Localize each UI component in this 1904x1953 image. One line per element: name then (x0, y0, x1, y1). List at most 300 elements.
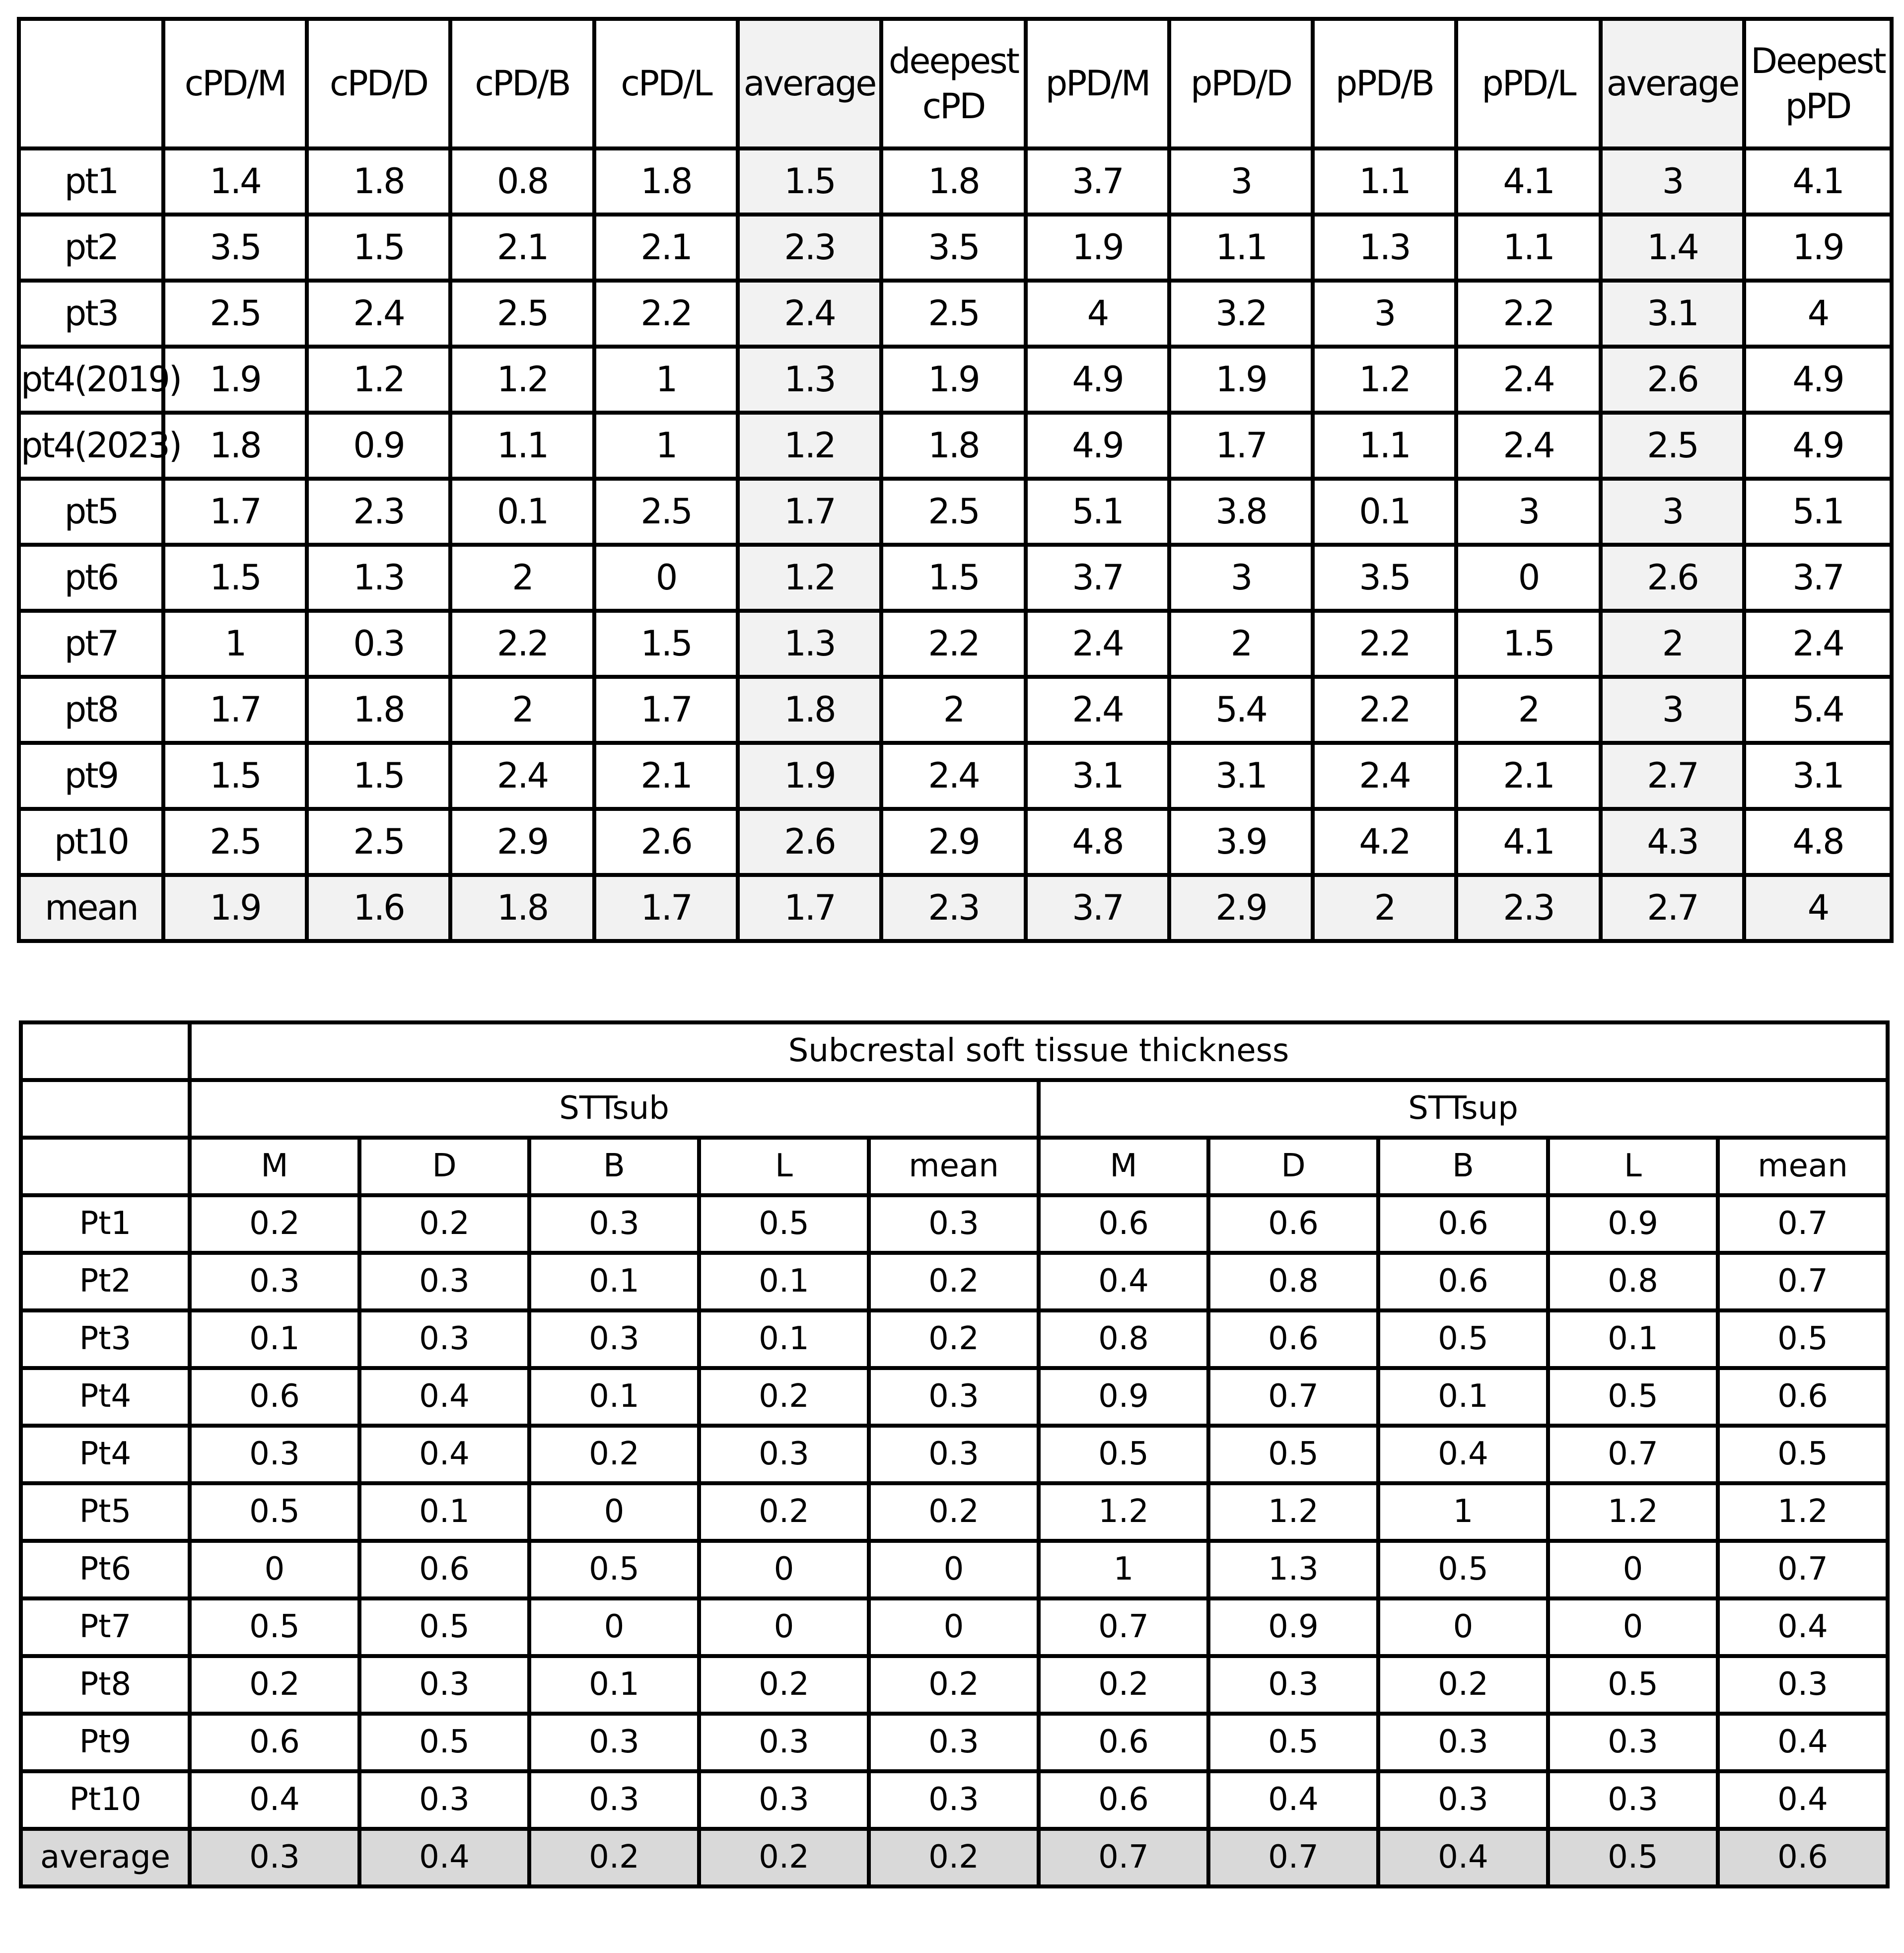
pd-cell: 1.5 (1456, 611, 1601, 677)
stt-cell: 0.3 (1718, 1656, 1888, 1714)
pd-cell: 3.7 (1026, 148, 1169, 215)
stt-cell: 0.7 (1208, 1368, 1378, 1426)
stt-cell: 0.2 (190, 1195, 359, 1253)
pd-cell: 2 (881, 677, 1026, 743)
stt-cell: 1.2 (1548, 1483, 1718, 1541)
stt-cell: 1.2 (1208, 1483, 1378, 1541)
stt-cell: 0.5 (1718, 1426, 1888, 1483)
pd-mean-cell: 2.3 (1456, 875, 1601, 941)
stt-table-row (21, 1195, 1888, 1253)
stt-cell: 0.3 (190, 1426, 359, 1483)
stt-corner-cell (21, 1080, 190, 1138)
pd-cell: 4 (1744, 281, 1892, 347)
pd-mean-cell: 1.7 (738, 875, 881, 941)
pd-cell: 2 (1169, 611, 1313, 677)
stt-cell: 0.2 (699, 1483, 869, 1541)
pd-cell: 2.1 (594, 215, 738, 281)
pd-mean-cell: 3.7 (1026, 875, 1169, 941)
stt-cell: 0 (869, 1598, 1039, 1656)
pd-table-row (19, 281, 1892, 347)
stt-row-label: Pt10 (21, 1771, 190, 1829)
stt-row-label: Pt4 (21, 1368, 190, 1426)
pd-cell: 4.1 (1456, 148, 1601, 215)
pd-cell: 0.3 (307, 611, 450, 677)
stt-cell: 0.3 (1548, 1714, 1718, 1771)
stt-cell: 0.5 (699, 1195, 869, 1253)
stt-cell: 0.5 (190, 1483, 359, 1541)
stt-cell: 0.2 (1378, 1656, 1548, 1714)
pd-cell: 2.4 (1456, 347, 1601, 413)
pd-cell: 2.6 (738, 809, 881, 875)
stt-cell: 0.6 (1039, 1714, 1208, 1771)
pd-cell: 1.7 (1169, 413, 1313, 479)
stt-cell: 0.4 (1208, 1771, 1378, 1829)
pd-cell: 4.9 (1026, 413, 1169, 479)
stt-cell: 0.6 (1039, 1771, 1208, 1829)
stt-column-header: mean (1718, 1138, 1888, 1195)
pd-cell: 1.8 (307, 148, 450, 215)
stt-row-label: Pt9 (21, 1714, 190, 1771)
pd-cell: 3 (1169, 545, 1313, 611)
stt-cell: 1 (1378, 1483, 1548, 1541)
stt-cell: 0.3 (529, 1195, 699, 1253)
stt-cell: 0.1 (190, 1310, 359, 1368)
stt-cell: 0.5 (359, 1598, 529, 1656)
stt-cell: 0.3 (1548, 1771, 1718, 1829)
stt-average-cell: 0.2 (699, 1829, 869, 1886)
stt-row-label: Pt4 (21, 1426, 190, 1483)
pd-mean-row (19, 875, 1892, 941)
pd-cell: 0.8 (450, 148, 594, 215)
pd-cell: 1.3 (738, 611, 881, 677)
stt-row-label: Pt7 (21, 1598, 190, 1656)
stt-cell: 0.5 (1039, 1426, 1208, 1483)
stt-corner-cell (21, 1022, 190, 1080)
pd-mean-cell: 1.6 (307, 875, 450, 941)
stt-cell: 0.4 (359, 1368, 529, 1426)
pd-table-row (19, 809, 1892, 875)
stt-column-header: D (1208, 1138, 1378, 1195)
pd-column-header: average (1601, 19, 1744, 148)
stt-cell: 0.6 (359, 1541, 529, 1598)
stt-cell: 0.3 (1208, 1656, 1378, 1714)
stt-cell: 0.5 (359, 1714, 529, 1771)
pd-cell: 1.8 (307, 677, 450, 743)
pd-cell: 1.8 (594, 148, 738, 215)
stt-cell: 0.1 (529, 1368, 699, 1426)
pd-cell: 3.7 (1026, 545, 1169, 611)
pd-mean-cell: 2.3 (881, 875, 1026, 941)
stt-cell: 0.1 (1548, 1310, 1718, 1368)
pd-table-row (19, 743, 1892, 809)
pd-cell: 2.5 (1601, 413, 1744, 479)
stt-cell: 1.2 (1718, 1483, 1888, 1541)
pd-column-header: cPD/B (450, 19, 594, 148)
pd-cell: 3.1 (1026, 743, 1169, 809)
stt-row-label: Pt8 (21, 1656, 190, 1714)
pd-cell: 2 (1601, 611, 1744, 677)
pd-row-label: pt10 (19, 809, 163, 875)
pd-cell: 1.7 (594, 677, 738, 743)
pd-cell: 3.1 (1169, 743, 1313, 809)
stt-average-cell: 0.5 (1548, 1829, 1718, 1886)
pd-cell: 2.4 (1026, 611, 1169, 677)
pd-cell: 4.8 (1026, 809, 1169, 875)
pd-table-row (19, 611, 1892, 677)
stt-cell: 0.6 (1378, 1253, 1548, 1310)
stt-cell: 0.4 (1039, 1253, 1208, 1310)
stt-cell: 0.3 (190, 1253, 359, 1310)
stt-average-cell: 0.2 (529, 1829, 699, 1886)
pd-cell: 2.5 (594, 479, 738, 545)
pd-table-row (19, 545, 1892, 611)
stt-table-row (21, 1253, 1888, 1310)
stt-cell: 0.4 (190, 1771, 359, 1829)
pd-cell: 4.9 (1026, 347, 1169, 413)
stt-column-header: M (1039, 1138, 1208, 1195)
stt-cell: 0 (1548, 1541, 1718, 1598)
stt-cell: 0.1 (529, 1253, 699, 1310)
stt-cell: 0.5 (1718, 1310, 1888, 1368)
stt-table-row (21, 1598, 1888, 1656)
stt-cell: 0.5 (1208, 1714, 1378, 1771)
stt-table-row (21, 1541, 1888, 1598)
stt-column-header: L (1548, 1138, 1718, 1195)
stt-cell: 0.2 (699, 1656, 869, 1714)
pd-cell: 3 (1456, 479, 1601, 545)
pd-cell: 1.7 (738, 479, 881, 545)
stt-cell: 0.4 (359, 1426, 529, 1483)
stt-column-header: B (1378, 1138, 1548, 1195)
stt-cell: 0.5 (1378, 1541, 1548, 1598)
pd-cell: 3.5 (1313, 545, 1456, 611)
pd-mean-cell: 2 (1313, 875, 1456, 941)
pd-cell: 0 (594, 545, 738, 611)
stt-cell: 0.6 (1718, 1368, 1888, 1426)
pd-cell: 2.4 (1456, 413, 1601, 479)
pd-cell: 3 (1169, 148, 1313, 215)
stt-row-label: Pt5 (21, 1483, 190, 1541)
stt-cell: 0.4 (1718, 1771, 1888, 1829)
pd-cell: 2 (1456, 677, 1601, 743)
pd-row-label: pt7 (19, 611, 163, 677)
pd-cell: 1.9 (738, 743, 881, 809)
pd-cell: 1.1 (450, 413, 594, 479)
stt-cell: 0.3 (869, 1771, 1039, 1829)
stt-subheader-row (21, 1138, 1888, 1195)
stt-cell: 0.8 (1208, 1253, 1378, 1310)
stt-cell: 0.7 (1548, 1426, 1718, 1483)
stt-cell: 0.2 (869, 1656, 1039, 1714)
pd-cell: 1.5 (594, 611, 738, 677)
pd-row-label: pt3 (19, 281, 163, 347)
stt-average-row (21, 1829, 1888, 1886)
pd-cell: 2 (450, 677, 594, 743)
pd-cell: 2.2 (1313, 611, 1456, 677)
stt-cell: 0.4 (1378, 1426, 1548, 1483)
stt-cell: 0 (1548, 1598, 1718, 1656)
stt-column-header: B (529, 1138, 699, 1195)
pd-cell: 2.5 (881, 479, 1026, 545)
pd-cell: 1.1 (1456, 215, 1601, 281)
stt-average-cell: 0.2 (869, 1829, 1039, 1886)
pd-column-header: average (738, 19, 881, 148)
pd-table-row (19, 677, 1892, 743)
pd-cell: 1.7 (163, 677, 307, 743)
pd-cell: 2.1 (450, 215, 594, 281)
stt-cell: 0.1 (1378, 1368, 1548, 1426)
stt-cell: 0.2 (359, 1195, 529, 1253)
stt-table-row (21, 1483, 1888, 1541)
pd-cell: 2.2 (450, 611, 594, 677)
pd-cell: 3 (1601, 677, 1744, 743)
stt-average-cell: 0.6 (1718, 1829, 1888, 1886)
pd-column-header: Deepest pPD (1744, 19, 1892, 148)
pd-cell: 1.4 (163, 148, 307, 215)
pd-mean-cell: 2.7 (1601, 875, 1744, 941)
pd-cell: 2.1 (1456, 743, 1601, 809)
pd-cell: 2.5 (163, 281, 307, 347)
stt-average-cell: 0.3 (190, 1829, 359, 1886)
pd-cell: 1.9 (1026, 215, 1169, 281)
stt-table-row (21, 1656, 1888, 1714)
stt-column-header: mean (869, 1138, 1039, 1195)
stt-cell: 0.3 (699, 1714, 869, 1771)
pd-cell: 5.4 (1169, 677, 1313, 743)
pd-cell: 2.6 (1601, 545, 1744, 611)
pd-cell: 2.5 (450, 281, 594, 347)
stt-cell: 0.3 (359, 1253, 529, 1310)
pd-cell: 1 (594, 413, 738, 479)
stt-table-title: Subcrestal soft tissue thickness (190, 1022, 1888, 1080)
pd-cell: 1.8 (881, 148, 1026, 215)
stt-cell: 0.3 (529, 1714, 699, 1771)
stt-cell: 0.3 (869, 1426, 1039, 1483)
pd-cell: 1.3 (1313, 215, 1456, 281)
pd-cell: 1.2 (738, 413, 881, 479)
pd-cell: 1.9 (163, 347, 307, 413)
stt-cell: 0.3 (529, 1310, 699, 1368)
pd-cell: 2.3 (738, 215, 881, 281)
stt-cell: 0.2 (869, 1483, 1039, 1541)
stt-cell: 0.2 (1039, 1656, 1208, 1714)
stt-cell: 0.6 (190, 1714, 359, 1771)
pd-cell: 2.4 (307, 281, 450, 347)
pd-cell: 5.1 (1026, 479, 1169, 545)
stt-cell: 0.8 (1548, 1253, 1718, 1310)
pd-cell: 2.7 (1601, 743, 1744, 809)
probing-depth-table (17, 17, 1894, 943)
pd-cell: 2.4 (1313, 743, 1456, 809)
pd-mean-cell: 1.7 (594, 875, 738, 941)
stt-table-row (21, 1310, 1888, 1368)
stt-cell: 1.2 (1039, 1483, 1208, 1541)
pd-row-label: pt6 (19, 545, 163, 611)
stt-cell: 0.6 (190, 1368, 359, 1426)
pd-table-row (19, 413, 1892, 479)
pd-cell: 3.1 (1744, 743, 1892, 809)
stt-column-header: L (699, 1138, 869, 1195)
stt-group-sup: STTsup (1039, 1080, 1888, 1138)
pd-cell: 4.1 (1456, 809, 1601, 875)
stt-cell: 0.3 (869, 1195, 1039, 1253)
stt-cell: 0.6 (1378, 1195, 1548, 1253)
pd-row-label: pt5 (19, 479, 163, 545)
pd-mean-cell: 1.8 (450, 875, 594, 941)
pd-cell: 0.1 (450, 479, 594, 545)
pd-cell: 2.4 (738, 281, 881, 347)
stt-cell: 0 (529, 1483, 699, 1541)
stt-cell: 0 (190, 1541, 359, 1598)
stt-cell: 0.6 (1208, 1310, 1378, 1368)
stt-cell: 0.2 (699, 1368, 869, 1426)
pd-cell: 2.4 (450, 743, 594, 809)
pd-cell: 5.1 (1744, 479, 1892, 545)
stt-cell: 0.1 (699, 1310, 869, 1368)
pd-cell: 1.5 (163, 545, 307, 611)
pd-table-row (19, 347, 1892, 413)
pd-cell: 0.1 (1313, 479, 1456, 545)
pd-cell: 1.8 (163, 413, 307, 479)
pd-cell: 1.2 (307, 347, 450, 413)
stt-cell: 0 (699, 1598, 869, 1656)
stt-cell: 0.3 (529, 1771, 699, 1829)
stt-cell: 0.8 (1039, 1310, 1208, 1368)
stt-column-header: M (190, 1138, 359, 1195)
stt-cell: 0.2 (529, 1426, 699, 1483)
stt-cell: 0.9 (1548, 1195, 1718, 1253)
stt-cell: 0.7 (1718, 1195, 1888, 1253)
pd-mean-cell: 4 (1744, 875, 1892, 941)
pd-row-label: pt4(2023) (19, 413, 163, 479)
pd-column-header: pPD/B (1313, 19, 1456, 148)
pd-cell: 2.5 (881, 281, 1026, 347)
pd-cell: 1.1 (1313, 148, 1456, 215)
pd-cell: 4.1 (1744, 148, 1892, 215)
stt-cell: 0.5 (529, 1541, 699, 1598)
stt-cell: 0.3 (869, 1714, 1039, 1771)
pd-mean-label: mean (19, 875, 163, 941)
pd-cell: 4.8 (1744, 809, 1892, 875)
pd-cell: 2.5 (307, 809, 450, 875)
pd-cell: 3 (1313, 281, 1456, 347)
pd-column-header: cPD/D (307, 19, 450, 148)
stt-cell: 0.6 (1039, 1195, 1208, 1253)
stt-cell: 0 (529, 1598, 699, 1656)
stt-cell: 0.1 (529, 1656, 699, 1714)
pd-cell: 1.4 (1601, 215, 1744, 281)
pd-cell: 2.6 (1601, 347, 1744, 413)
pd-cell: 1.5 (738, 148, 881, 215)
stt-cell: 0.5 (1378, 1310, 1548, 1368)
stt-title-row (21, 1022, 1888, 1080)
pd-cell: 1.2 (738, 545, 881, 611)
stt-cell: 0.3 (869, 1368, 1039, 1426)
pd-cell: 3.7 (1744, 545, 1892, 611)
stt-cell: 0.7 (1718, 1253, 1888, 1310)
pd-cell: 2.9 (450, 809, 594, 875)
stt-row-label: Pt2 (21, 1253, 190, 1310)
pd-cell: 4 (1026, 281, 1169, 347)
pd-header-row (19, 19, 1892, 148)
pd-cell: 5.4 (1744, 677, 1892, 743)
pd-cell: 3.9 (1169, 809, 1313, 875)
pd-column-header: cPD/M (163, 19, 307, 148)
stt-table-row (21, 1771, 1888, 1829)
pd-cell: 4.9 (1744, 347, 1892, 413)
pd-column-header: deepest cPD (881, 19, 1026, 148)
pd-column-header: pPD/M (1026, 19, 1169, 148)
pd-cell: 2.2 (881, 611, 1026, 677)
pd-mean-cell: 1.9 (163, 875, 307, 941)
pd-cell: 3 (1601, 148, 1744, 215)
stt-cell: 0.6 (1208, 1195, 1378, 1253)
stt-cell: 0 (869, 1541, 1039, 1598)
stt-corner-cell (21, 1138, 190, 1195)
stt-cell: 0.3 (1378, 1714, 1548, 1771)
pd-cell: 1.2 (1313, 347, 1456, 413)
pd-cell: 2.5 (163, 809, 307, 875)
stt-cell: 0.5 (190, 1598, 359, 1656)
pd-cell: 3.1 (1601, 281, 1744, 347)
stt-row-label: Pt6 (21, 1541, 190, 1598)
stt-cell: 0.5 (1548, 1656, 1718, 1714)
stt-cell: 0.1 (699, 1253, 869, 1310)
pd-cell: 2.2 (1313, 677, 1456, 743)
stt-cell: 0.3 (359, 1310, 529, 1368)
pd-column-header: pPD/L (1456, 19, 1601, 148)
pd-column-header (19, 19, 163, 148)
stt-cell: 0.5 (1548, 1368, 1718, 1426)
pd-cell: 1.5 (163, 743, 307, 809)
pd-cell: 1.5 (307, 743, 450, 809)
pd-cell: 1.9 (881, 347, 1026, 413)
pd-row-label: pt8 (19, 677, 163, 743)
stt-group-row (21, 1080, 1888, 1138)
pd-cell: 1.1 (1169, 215, 1313, 281)
pd-cell: 1.8 (738, 677, 881, 743)
pd-cell: 1 (594, 347, 738, 413)
pd-row-label: pt4(2019) (19, 347, 163, 413)
stt-average-cell: 0.7 (1039, 1829, 1208, 1886)
stt-average-cell: 0.4 (359, 1829, 529, 1886)
stt-cell: 0.3 (359, 1771, 529, 1829)
stt-cell: 0.4 (1718, 1598, 1888, 1656)
pd-cell: 4.3 (1601, 809, 1744, 875)
stt-average-label: average (21, 1829, 190, 1886)
pd-cell: 2.4 (881, 743, 1026, 809)
stt-cell: 0.9 (1208, 1598, 1378, 1656)
pd-cell: 0.9 (307, 413, 450, 479)
pd-row-label: pt2 (19, 215, 163, 281)
stt-table-row (21, 1714, 1888, 1771)
pd-cell: 1.3 (738, 347, 881, 413)
pd-cell: 2.9 (881, 809, 1026, 875)
stt-cell: 0.2 (869, 1310, 1039, 1368)
pd-cell: 3.2 (1169, 281, 1313, 347)
pd-cell: 2.6 (594, 809, 738, 875)
stt-cell: 0.3 (699, 1771, 869, 1829)
stt-cell: 0.2 (190, 1656, 359, 1714)
stt-cell: 1.3 (1208, 1541, 1378, 1598)
pd-cell: 3.5 (163, 215, 307, 281)
pd-cell: 1.7 (163, 479, 307, 545)
pd-column-header: pPD/D (1169, 19, 1313, 148)
stt-table-row (21, 1368, 1888, 1426)
stt-cell: 0.3 (359, 1656, 529, 1714)
stt-average-cell: 0.7 (1208, 1829, 1378, 1886)
stt-cell: 0 (699, 1541, 869, 1598)
